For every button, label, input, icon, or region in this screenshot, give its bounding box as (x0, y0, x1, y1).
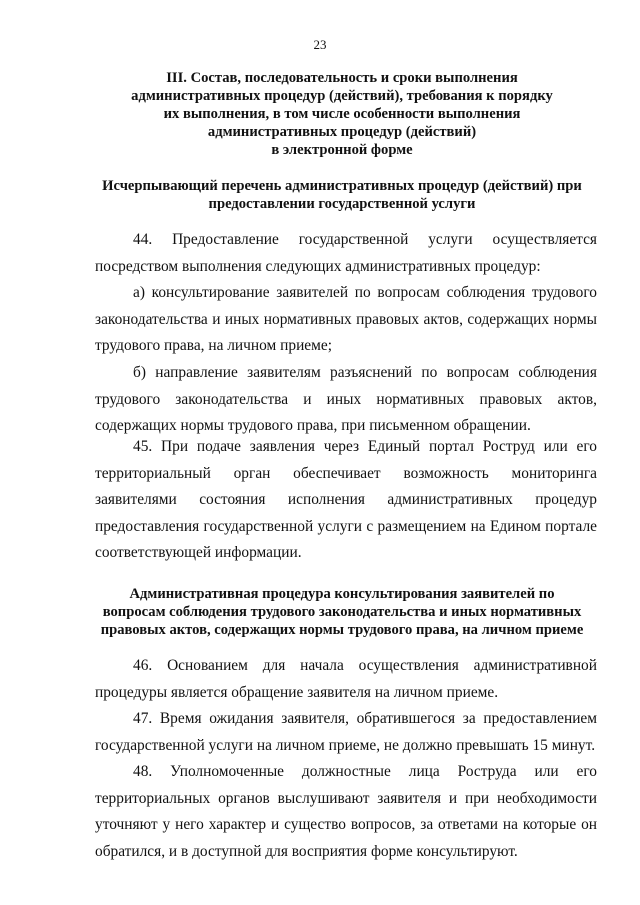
paragraph-44-a: а) консультирование заявителей по вопросам соблюдения трудового законодательства и иных нормативных правовых актов, содержащих нормы трудового права, на личном приеме; (95, 284, 597, 354)
paragraph-44-b: б) направление заявителям разъяснений по вопросам соблюдения трудового законодательства и иных нормативных правовых актов, содержащих нормы трудового права, при письменном обращении. (95, 364, 597, 434)
section-heading-line: административных процедур (действий) (207, 124, 477, 140)
consultation-procedure-heading (90, 585, 594, 639)
paragraph-46: 46. Основанием для начала осуществления административной процедуры является обращение заявителя на личном приеме. (95, 657, 597, 701)
section-heading-line: административных процедур (действий), требования к порядку (131, 88, 553, 104)
section-heading-line: III. Состав, последовательность и сроки выполнения (166, 70, 518, 86)
procedures-list-heading-line: предоставлении государственной услуги (208, 196, 476, 212)
paragraph-48: 48. Уполномоченные должностные лица Роструда или его территориальных органов выслушивают заявителя и при необходимости уточняют у него характер и существо вопросов, за ответами на которые он обратился, и в доступной для восприятия форме консультируют. (95, 763, 597, 860)
paragraph-44: 44. Предоставление государственной услуги осуществляется посредством выполнения следующих административных процедур: (95, 231, 597, 275)
paragraph-47: 47. Время ожидания заявителя, обратившегося за предоставлением государственной услуги на личном приеме, не должно превышать 15 минут. (95, 710, 597, 754)
consultation-procedure-heading-line: вопросам соблюдения трудового законодательства и иных нормативных (102, 604, 582, 620)
consultation-procedure-heading-line: Административная процедура консультирования заявителей по (129, 586, 555, 602)
procedures-list-heading-line: Исчерпывающий перечень административных процедур (действий) при (102, 178, 582, 194)
procedures-list-heading (90, 177, 594, 213)
section-heading (90, 69, 594, 159)
section-heading-line: их выполнения, в том числе особенности выполнения (163, 106, 521, 122)
consultation-procedure-heading-line: правовых актов, содержащих нормы трудового права, на личном приеме (100, 622, 584, 638)
page-number: 23 (313, 37, 327, 52)
section-heading-line: в электронной форме (271, 142, 413, 158)
paragraph-45: 45. При подаче заявления через Единый портал Роструд или его территориальный орган обеспечивает возможность мониторинга заявителями состояния исполнения административных процедур предоставления государственной услуги с размещением на Едином портале соответствующей информации. (95, 438, 597, 561)
